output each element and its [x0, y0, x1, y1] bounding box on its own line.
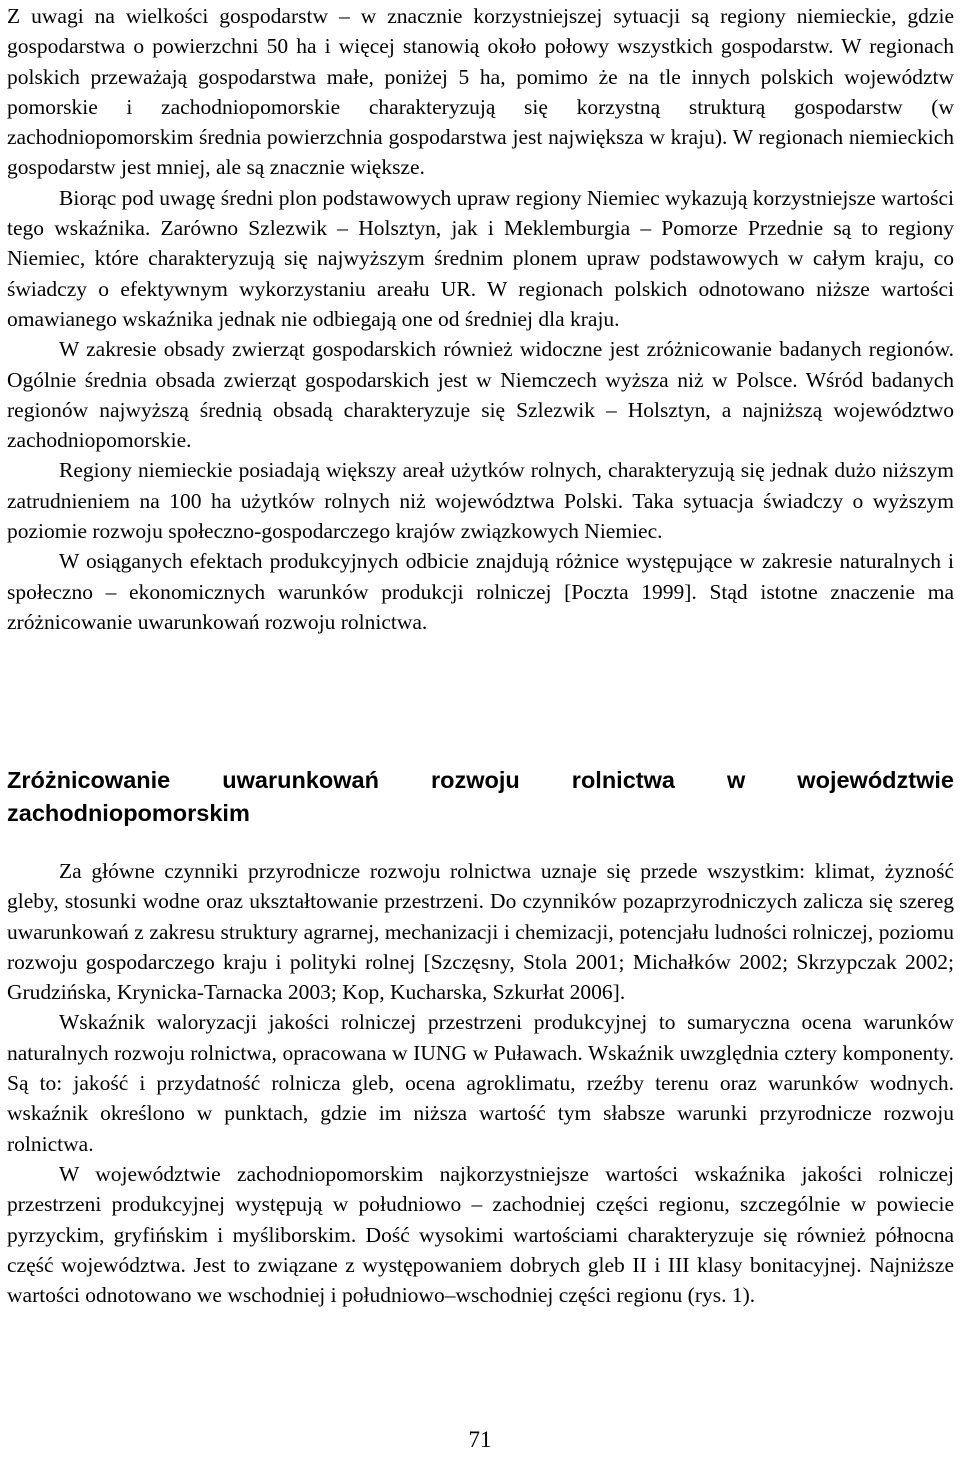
paragraph-employment: Regiony niemieckie posiadają większy areał użytków rolnych, charakteryzują się jednak dużo niższym zatrudnieniem na 100 ha użytków rolnych niż województwa Polski. Taka sytuacja świadczy o wyższym poziomie rozwoju społeczno-gospodarczego krajów związkowych Niemiec.	[7, 458, 954, 544]
paragraph-farm-size: Z uwagi na wielkości gospodarstw – w znacznie korzystniejszej sytuacji są regiony niemieckie, gdzie gospodarstwa o powierzchni 50 ha i więcej stanowią około połowy wszystkich gospodarstw. W regionach polskich przeważają gospodarstwa małe, poniżej 5 ha, pomimo że na tle innych polskich województw pomorskie i zachodniopomorskie charakteryzują się korzystną strukturą gospodarstw (w zachodniopomorskim średnia powierzchnia gospodarstwa jest największa w kraju). W regionach niemieckich gospodarstw jest mniej, ale są znacznie większe.	[7, 4, 954, 180]
text-body-top	[7, 0, 954, 637]
paragraph-natural-factors: Za główne czynniki przyrodnicze rozwoju rolnictwa uznaje się przede wszystkim: klimat, żyzność gleby, stosunki wodne oraz ukształtowanie przestrzeni. Do czynników pozaprzyrodniczych zalicza się szereg uwarunkowań z zakresu struktury agrarnej, mechanizacji i chemizacji, potencjału ludności rolniczej, poziomu rozwoju gospodarczego kraju i polityki rolnej [Szczęsny, Stola 2001; Michałków 2002; Skrzypczak 2002; Grudzińska, Krynicka-Tarnacka 2003; Kop, Kucharska, Szkurłat 2006].	[7, 859, 954, 1005]
section-heading-wrap	[7, 764, 954, 830]
paragraph-valorization-index: Wskaźnik waloryzacji jakości rolniczej przestrzeni produkcyjnej to sumaryczna ocena warunków naturalnych rozwoju rolnictwa, opracowana w IUNG w Puławach. Wskaźnik uwzględnia cztery komponenty. Są to: jakość i przydatność rolnicza gleb, ocena agroklimatu, rzeźby terenu oraz warunków wodnych. wskaźnik określono w punktach, gdzie im niższa wartość tym słabsze warunki przyrodnicze rozwoju rolnictwa.	[7, 1010, 954, 1156]
section-heading: Zróżnicowanie uwarunkowań rozwoju rolnictwa w województwie zachodniopomorskim	[7, 767, 954, 826]
paragraph-livestock: W zakresie obsady zwierząt gospodarskich również widoczne jest zróżnicowanie badanych regionów. Ogólnie średnia obsada zwierząt gospodarskich jest w Niemczech wyższa niż w Polsce. Wśród badanych regionów najwyższą średnią obsadą charakteryzuje się Szlezwik – Holsztyn, a najniższą województwo zachodniopomorskie.	[7, 337, 954, 453]
paragraph-crop-yield: Biorąc pod uwagę średni plon podstawowych upraw regiony Niemiec wykazują korzystniejsze wartości tego wskaźnika. Zarówno Szlezwik – Holsztyn, jak i Meklemburgia – Pomorze Przednie są to regiony Niemiec, które charakteryzują się najwyższym średnim plonem upraw podstawowych w całym kraju, co świadczy o efektywnym wykorzystaniu areału UR. W regionach polskich odnotowano niższe wartości omawianego wskaźnika jednak nie odbiegają one od średniej dla kraju.	[7, 185, 954, 331]
text-body-bottom	[7, 856, 954, 1310]
page-number: 71	[468, 1427, 492, 1452]
paragraph-production-effects: W osiąganych efektach produkcyjnych odbicie znajdują różnice występujące w zakresie naturalnych i społeczno – ekonomicznych warunków produkcji rolniczej [Poczta 1999]. Stąd istotne znaczenie ma zróżnicowanie uwarunkowań rozwoju rolnictwa.	[7, 549, 954, 634]
paragraph-regional-values: W województwie zachodniopomorskim najkorzystniejsze wartości wskaźnika jakości rolniczej przestrzeni produkcyjnej występują w południowo – zachodniej części regionu, szczególnie w powiecie pyrzyckim, gryfińskim i myśliborskim. Dość wysokimi wartościami charakteryzuje się również północna część województwa. Jest to związane z występowaniem dobrych gleb II i III klasy bonitacyjnej. Najniższe wartości odnotowano we wschodniej i południowo–wschodniej części regionu (rys. 1).	[7, 1161, 954, 1308]
